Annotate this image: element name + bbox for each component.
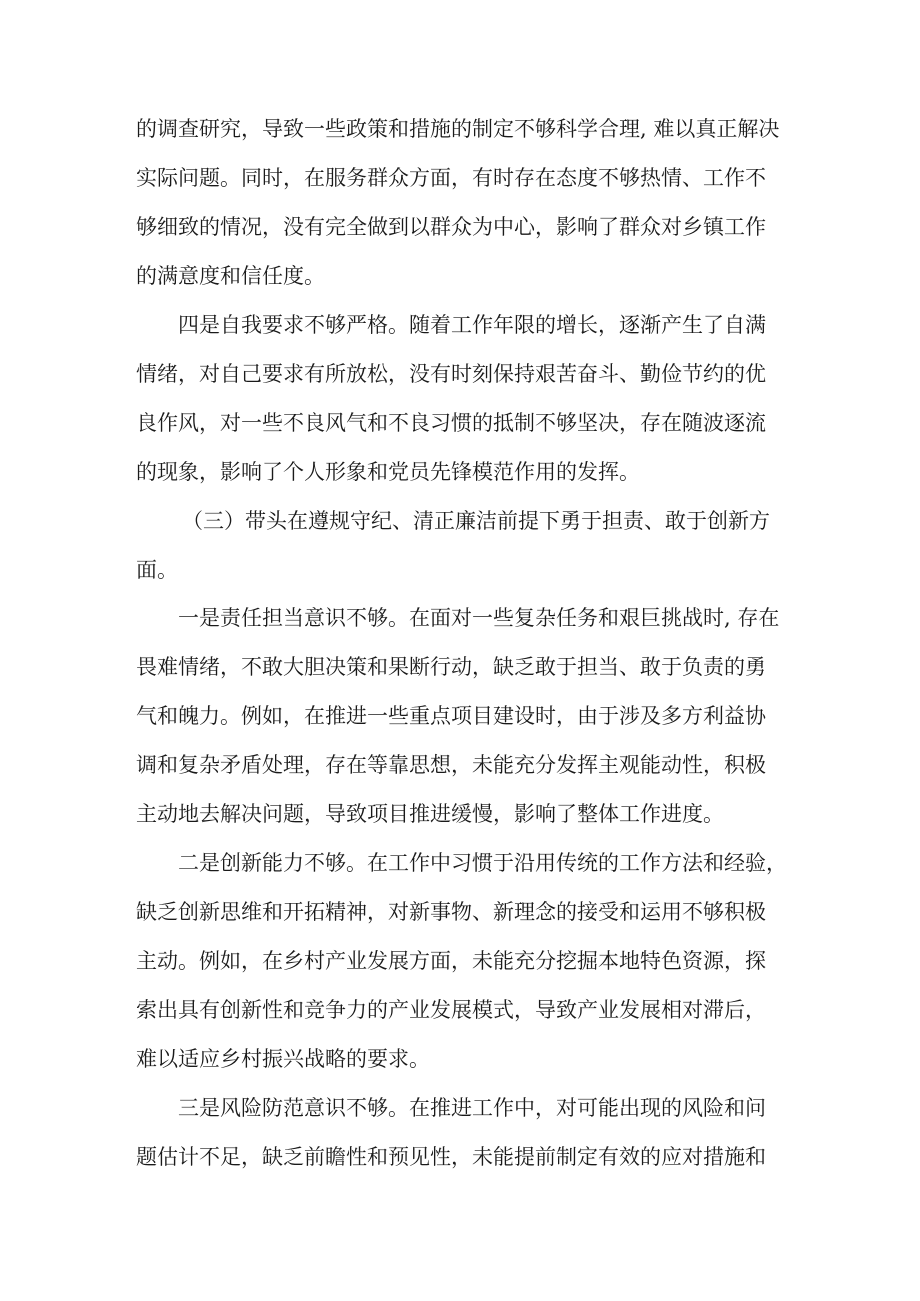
text-line-16: 二是创新能力不够。在工作中习惯于沿用传统的工作方法和经验，: [178, 851, 787, 875]
text-line-11: 一是责任担当意识不够。在面对一些复杂任务和艰巨挑战时, 存在: [178, 606, 780, 630]
text-line-18: 主动。例如，在乡村产业发展方面，未能充分挖掘本地特色资源，探: [136, 949, 766, 973]
text-line-20: 难以适应乡村振兴战略的要求。: [136, 1047, 430, 1071]
text-line-6: 情绪，对自己要求有所放松，没有时刻保持艰苦奋斗、勤俭节约的优: [136, 362, 766, 386]
text-line-21: 三是风险防范意识不够。在推进工作中，对可能出现的风险和问: [178, 1096, 766, 1120]
text-line-1: 的调查研究，导致一些政策和措施的制定不够科学合理, 难以真正解决: [136, 117, 780, 141]
text-line-5: 四是自我要求不够严格。随着工作年限的增长，逐渐产生了自满: [178, 313, 766, 337]
section-heading-line-2: 面。: [136, 558, 178, 582]
text-line-3: 够细致的情况，没有完全做到以群众为中心，影响了群众对乡镇工作: [136, 215, 766, 239]
text-line-17: 缺乏创新思维和开拓精神，对新事物、新理念的接受和运用不够积极: [136, 900, 766, 924]
text-line-4: 的满意度和信任度。: [136, 264, 325, 288]
text-line-2: 实际问题。同时，在服务群众方面，有时存在态度不够热情、工作不: [136, 166, 766, 190]
text-line-15: 主动地去解决问题，导致项目推进缓慢，影响了整体工作进度。: [136, 802, 724, 826]
text-line-7: 良作风，对一些不良风气和不良习惯的抵制不够坚决，存在随波逐流: [136, 411, 766, 435]
text-line-8: 的现象，影响了个人形象和党员先锋模范作用的发挥。: [136, 460, 640, 484]
text-line-14: 调和复杂矛盾处理，存在等靠思想，未能充分发挥主观能动性，积极: [136, 753, 766, 777]
text-line-12: 畏难情绪，不敢大胆决策和果断行动，缺乏敢于担当、敢于负责的勇: [136, 655, 766, 679]
text-line-19: 索出具有创新性和竞争力的产业发展模式，导致产业发展相对滞后，: [136, 998, 766, 1022]
text-line-13: 气和魄力。例如，在推进一些重点项目建设时，由于涉及多方利益协: [136, 704, 766, 728]
section-heading-line-1: （三）带头在遵规守纪、清正廉洁前提下勇于担责、敢于创新方: [182, 509, 770, 533]
text-line-22: 题估计不足，缺乏前瞻性和预见性，未能提前制定有效的应对措施和: [136, 1145, 766, 1169]
